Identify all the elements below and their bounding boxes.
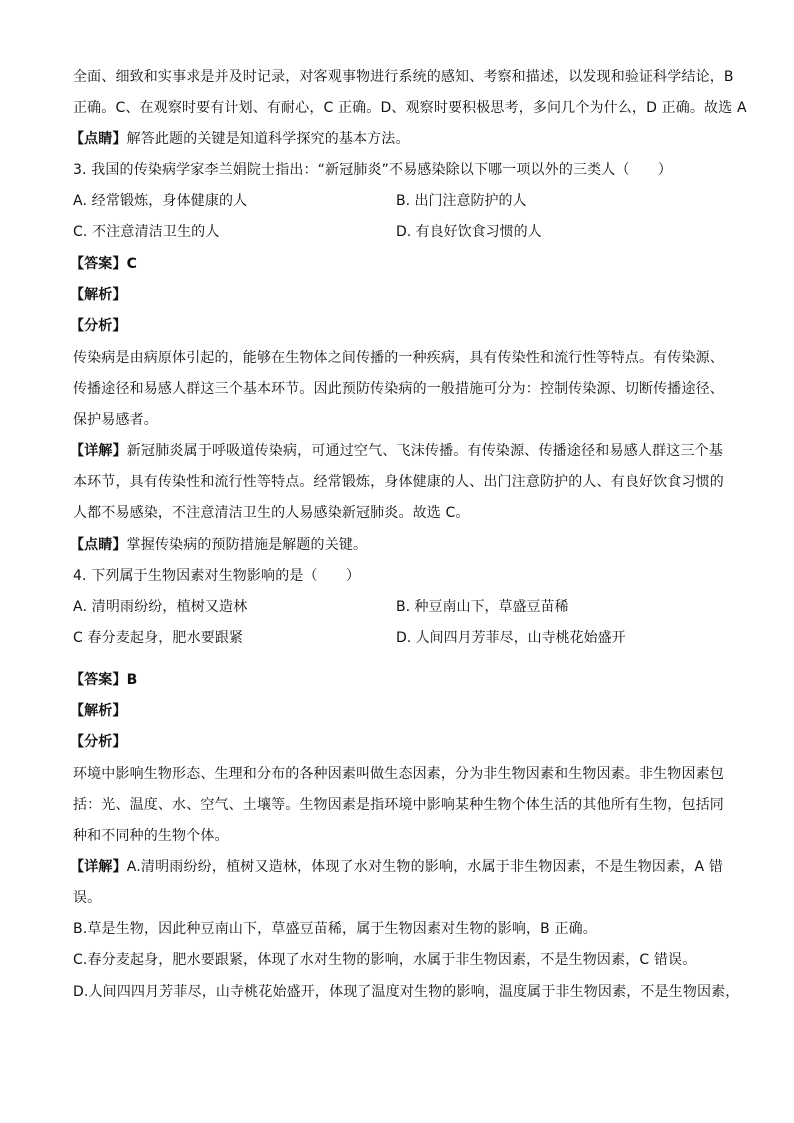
answer-tag: 【答案】	[70, 256, 127, 272]
q4-option-a: A. 清明雨纷纷，植树又造林	[73, 599, 248, 615]
intro-line-2: 正确。C、在观察时要有计划、有耐心，C 正确。D、观察时要积极思考，多问几个为什么，D 正确。故选 A	[73, 100, 747, 116]
q3-fenxi-tag: 【分析】	[70, 318, 127, 334]
q4-option-d: D. 人间四月芳菲尽，山寺桃花始盛开	[396, 630, 626, 646]
q4-detail-line-2: 误。	[73, 890, 102, 906]
intro-point	[70, 129, 410, 149]
q4-option-b: B. 种豆南山下，草盛豆苗稀	[396, 599, 569, 615]
q4-stem: 4. 下列属于生物因素对生物影响的是（ ）	[73, 568, 361, 584]
answer-value: C	[126, 256, 138, 272]
q3-detail-line-3: 人都不易感染，不注意清洁卫生的人易感染新冠肺炎。故选 C。	[73, 505, 470, 521]
q4-answer	[70, 670, 137, 690]
q4-fenxi-line-3: 种和不同种的生物个体。	[73, 828, 229, 844]
q4-fenxi-line-2: 括：光、温度、水、空气、土壤等。生物因素是指环境中影响某种生物个体生活的其他所有生物，包括同	[73, 797, 724, 813]
detail-text: 新冠肺炎属于呼吸道传染病，可通过空气、飞沫传播。有传染源、传播途径和易感人群这三个基	[126, 443, 723, 459]
q3-fenxi-line-1: 传染病是由病原体引起的，能够在生物体之间传播的一种疾病，具有传染性和流行性等特点。有传染源、	[73, 350, 724, 366]
q3-answer	[70, 254, 137, 274]
intro-line-1: 全面、细致和实事求是并及时记录，对客观事物进行系统的感知、考察和描述，以发现和验证科学结论，B	[73, 69, 734, 85]
q3-stem: 3. 我国的传染病学家李兰娟院士指出：“新冠肺炎”不易感染除以下哪一项以外的三类人（ ）	[73, 162, 673, 178]
q4-detail-line-5: D.人间四四月芳菲尽，山寺桃花始盛开，体现了温度对生物的影响，温度属于非生物因素，不是生物因素，	[73, 984, 740, 1000]
q3-option-c: C. 不注意清洁卫生的人	[73, 224, 220, 240]
detail-text: A.清明雨纷纷，植树又造林，体现了水对生物的影响，水属于非生物因素，不是生物因素，A 错	[126, 859, 723, 875]
q3-option-a: A. 经常锻炼，身体健康的人	[73, 193, 248, 209]
point-text: 掌握传染病的预防措施是解题的关键。	[126, 537, 368, 553]
q4-detail-line-4: C.春分麦起身，肥水要跟紧，体现了水对生物的影响，水属于非生物因素，不是生物因素，C 错误。	[73, 952, 697, 968]
q3-point	[70, 535, 367, 555]
q3-option-b: B. 出门注意防护的人	[396, 193, 527, 209]
q4-option-c: C 春分麦起身，肥水要跟紧	[73, 630, 244, 646]
q3-detail-line-1	[70, 441, 723, 461]
q4-fenxi-line-1: 环境中影响生物形态、生理和分布的各种因素叫做生态因素，分为非生物因素和生物因素。非生物因素包	[73, 766, 724, 782]
q3-option-d: D. 有良好饮食习惯的人	[396, 224, 542, 240]
q3-fenxi-line-3: 保护易感者。	[73, 412, 158, 428]
q4-fenxi-tag: 【分析】	[70, 734, 127, 750]
answer-value: B	[126, 672, 138, 688]
q4-analysis-tag: 【解析】	[70, 703, 127, 719]
q4-detail-line-3: B.草是生物，因此种豆南山下，草盛豆苗稀，属于生物因素对生物的影响，B 正确。	[73, 921, 597, 937]
q3-analysis-tag: 【解析】	[70, 287, 127, 303]
point-text: 解答此题的关键是知道科学探究的基本方法。	[126, 131, 410, 147]
answer-tag: 【答案】	[70, 672, 127, 688]
q3-fenxi-line-2: 传播途径和易感人群这三个基本环节。因此预防传染病的一般措施可分为：控制传染源、切断传播途径、	[73, 381, 724, 397]
point-tag: 【点睛】	[70, 537, 127, 553]
detail-tag: 【详解】	[70, 443, 127, 459]
q4-detail-line-1	[70, 857, 723, 877]
point-tag: 【点睛】	[70, 131, 127, 147]
detail-tag: 【详解】	[70, 859, 127, 875]
q3-detail-line-2: 本环节，具有传染性和流行性等特点。经常锻炼，身体健康的人、出门注意防护的人、有良好饮食习惯的	[73, 474, 724, 490]
